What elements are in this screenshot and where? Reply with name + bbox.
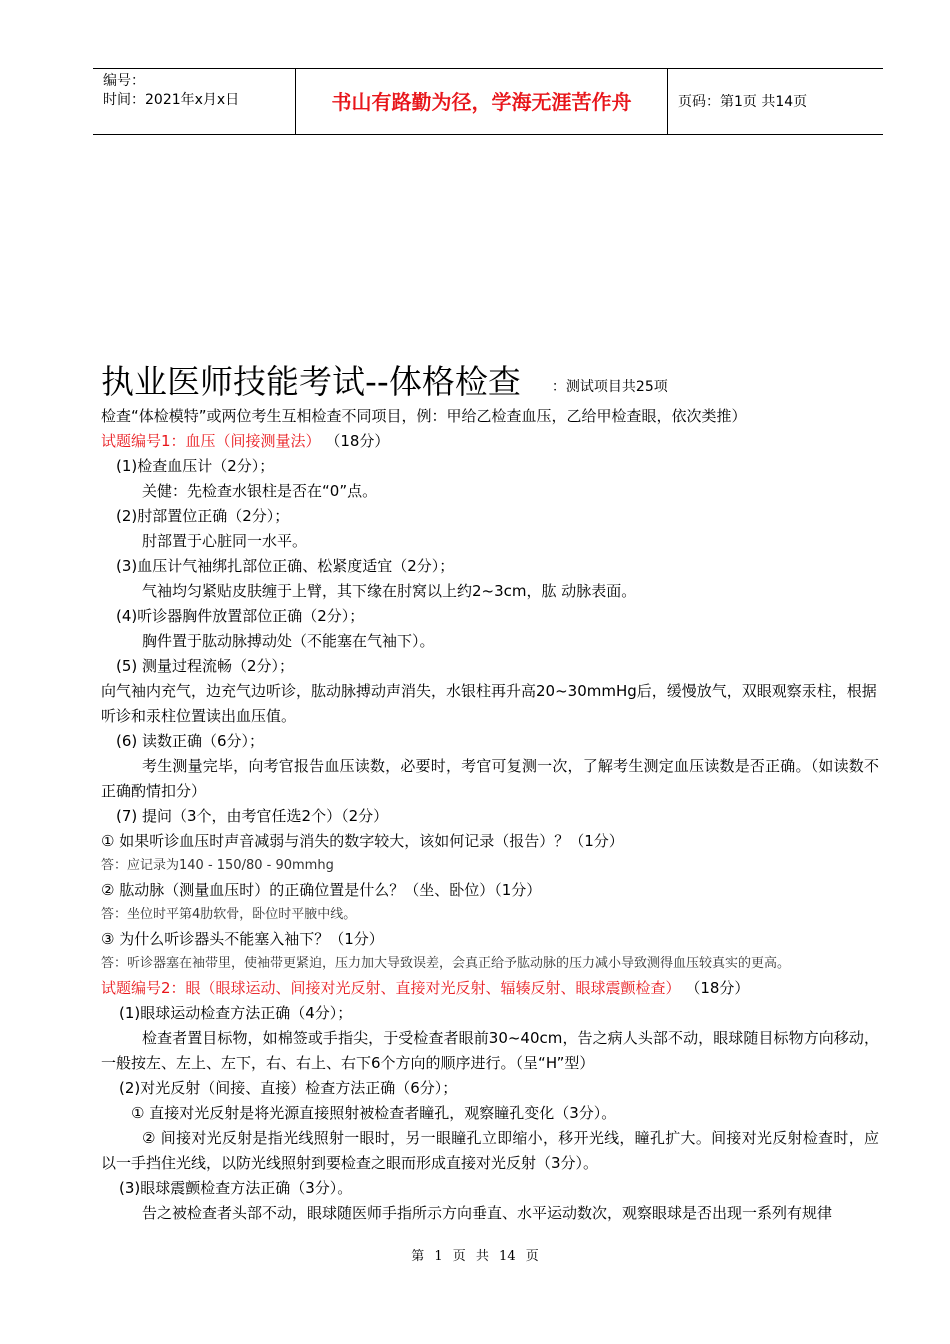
step-note: 肘部置于心脏同一水平。: [142, 532, 308, 550]
page-footer: 第 1 页 共 14 页: [411, 1249, 539, 1264]
step-item: (2)对光反射（间接、直接）检查方法正确（6分）；: [119, 1079, 458, 1097]
question-ask: ① 如果听诊血压时声音减弱与消失的数字较大，该如何记录（报告）？（1分）: [101, 832, 624, 850]
header-meta: [93, 69, 295, 134]
time-label: 时间：2021年x月x日: [103, 92, 240, 108]
step-note: 气袖均匀紧贴皮肤缠于上臂，其下缘在肘窝以上约2~3cm，肱 动脉表面。: [142, 582, 637, 600]
question-heading-1: [101, 429, 879, 454]
answer-text: 答：坐位时平第4肋软骨，卧位时平腋中线。: [101, 907, 357, 922]
step-item: (1)眼球运动检查方法正确（4分）；: [119, 1004, 353, 1022]
document-title: 执业医师技能考试--体格检查: [101, 362, 521, 401]
question-title: 试题编号2：眼（眼球运动、间接对光反射、直接对光反射、辐辏反射、眼球震颤检查）: [101, 979, 681, 997]
step-item: (2)肘部置位正确（2分）；: [116, 507, 290, 525]
question-heading-2: [101, 976, 879, 1001]
step-note: ① 直接对光反射是将光源直接照射被检查者瞳孔，观察瞳孔变化（3分）。: [131, 1104, 617, 1122]
header-motto: 书山有路勤为径，学海无涯苦作舟: [295, 69, 668, 134]
step-note: 告之被检查者头部不动，眼球随医师手指所示方向垂直、水平运动数次，观察眼球是否出现一系列有规律: [142, 1204, 833, 1222]
step-note: 向气袖内充气，边充气边听诊，肱动脉搏动声消失，水银柱再升高20~30mmHg后，缓慢放气，双眼观察汞柱，根据听诊和汞柱位置读出血压值。: [101, 682, 877, 725]
question-score: （18分）: [685, 979, 750, 997]
header-page-label: 页码：第1页 共14页: [678, 94, 808, 110]
document-body: [101, 360, 879, 1226]
step-item: (4)听诊器胸件放置部位正确（2分）；: [116, 607, 365, 625]
question-ask: ③ 为什么听诊器头不能塞入袖下？（1分）: [101, 930, 384, 948]
step-item: (3)眼球震颤检查方法正确（3分）。: [119, 1179, 353, 1197]
answer-text: 答：应记录为140 - 150/80 - 90mmhg: [101, 858, 334, 873]
step-item: (5) 测量过程流畅（2分）；: [116, 657, 295, 675]
intro-text: 检查“体检模特”或两位考生互相检查不同项目，例：甲给乙检查血压，乙给甲检查眼，依次类推）: [101, 407, 747, 425]
step-note: 考生测量完毕，向考官报告血压读数，必要时，考官可复测一次，了解考生测定血压读数是否正确。（如读数不正确酌情扣分）: [101, 757, 879, 800]
step-note: ② 间接对光反射是指光线照射一眼时，另一眼瞳孔立即缩小，移开光线，瞳孔扩大。间接对光反射检查时，应以一手挡住光线，以防光线照射到要检查之眼而形成直接对光反射（3分）。: [101, 1129, 879, 1172]
title-note: ：测试项目共25项: [551, 379, 668, 395]
step-item: (3)血压计气袖绑扎部位正确、松紧度适宜（2分）；: [116, 557, 455, 575]
page-header: [93, 68, 883, 135]
answer-text: 答：听诊器塞在袖带里，使袖带更紧迫，压力加大导致误差，会真正给予肱动脉的压力减小导致测得血压较真实的更高。: [101, 956, 791, 971]
question-ask: ② 肱动脉（测量血压时）的正确位置是什么？（坐、卧位）（1分）: [101, 881, 542, 899]
question-title: 试题编号1：血压（间接测量法）: [101, 432, 321, 450]
step-note: 关健：先检查水银柱是否在“0”点。: [142, 482, 378, 500]
step-note: 检查者置目标物，如棉签或手指尖，于受检查者眼前30~40cm，告之病人头部不动，眼球随目标物方向移动，一般按左、左上、左下，右、右上、右下6个方向的顺序进行。（呈“H”型）: [101, 1029, 879, 1072]
code-label: 编号：: [103, 73, 145, 89]
question-score: （18分）: [325, 432, 390, 450]
step-note: 胸件置于肱动脉搏动处（不能塞在气袖下）。: [142, 632, 435, 650]
title-line: [101, 360, 879, 404]
step-item: (7) 提问（3个，由考官任选2个）（2分）: [116, 807, 389, 825]
step-item: (1)检查血压计（2分）；: [116, 457, 275, 475]
step-item: (6) 读数正确（6分）；: [116, 732, 265, 750]
